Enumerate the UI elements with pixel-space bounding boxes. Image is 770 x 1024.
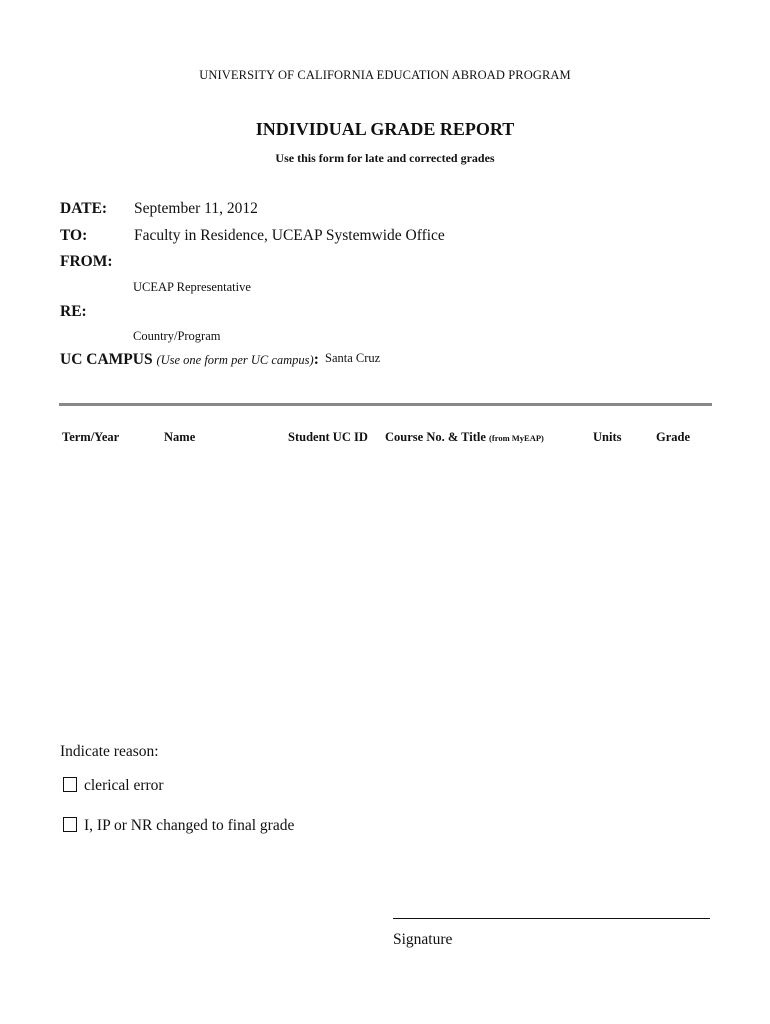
form-title: INDIVIDUAL GRADE REPORT (255, 119, 515, 139)
column-course-note: (from MyEAP) (489, 433, 544, 443)
to-value[interactable]: Faculty in Residence, UCEAP Systemwide Office (134, 227, 445, 244)
column-grade: Grade (656, 430, 691, 444)
re-label: RE: (60, 303, 87, 320)
reason-title: Indicate reason: (60, 743, 159, 760)
organization-header: UNIVERSITY OF CALIFORNIA EDUCATION ABROAD PROGRAM (199, 68, 571, 82)
column-student-id: Student UC ID (288, 430, 368, 444)
section-divider (59, 403, 712, 406)
signature-line[interactable] (393, 918, 710, 919)
re-value[interactable]: Country/Program (133, 329, 221, 343)
grade-change-label: I, IP or NR changed to final grade (84, 817, 295, 834)
campus-value[interactable]: Santa Cruz (325, 351, 381, 365)
form-subtitle: Use this form for late and corrected grades (275, 151, 495, 165)
grade-change-checkbox[interactable] (63, 817, 77, 832)
column-name: Name (164, 430, 196, 444)
clerical-error-checkbox[interactable] (63, 777, 77, 792)
date-label: DATE: (60, 200, 108, 217)
date-value[interactable]: September 11, 2012 (134, 200, 258, 217)
signature-label: Signature (393, 931, 453, 948)
column-term-year: Term/Year (62, 430, 120, 444)
campus-note: (Use one form per UC campus) (156, 353, 314, 367)
column-units: Units (593, 430, 622, 444)
column-course-label: Course No. & Title (385, 430, 486, 444)
column-course (385, 430, 544, 445)
from-label: FROM: (60, 253, 113, 270)
from-value[interactable]: UCEAP Representative (133, 280, 251, 294)
to-label: TO: (60, 227, 88, 244)
campus-label-text: UC CAMPUS (60, 351, 153, 368)
clerical-error-label: clerical error (84, 777, 164, 794)
campus-colon: : (313, 351, 319, 368)
campus-label (60, 351, 319, 369)
